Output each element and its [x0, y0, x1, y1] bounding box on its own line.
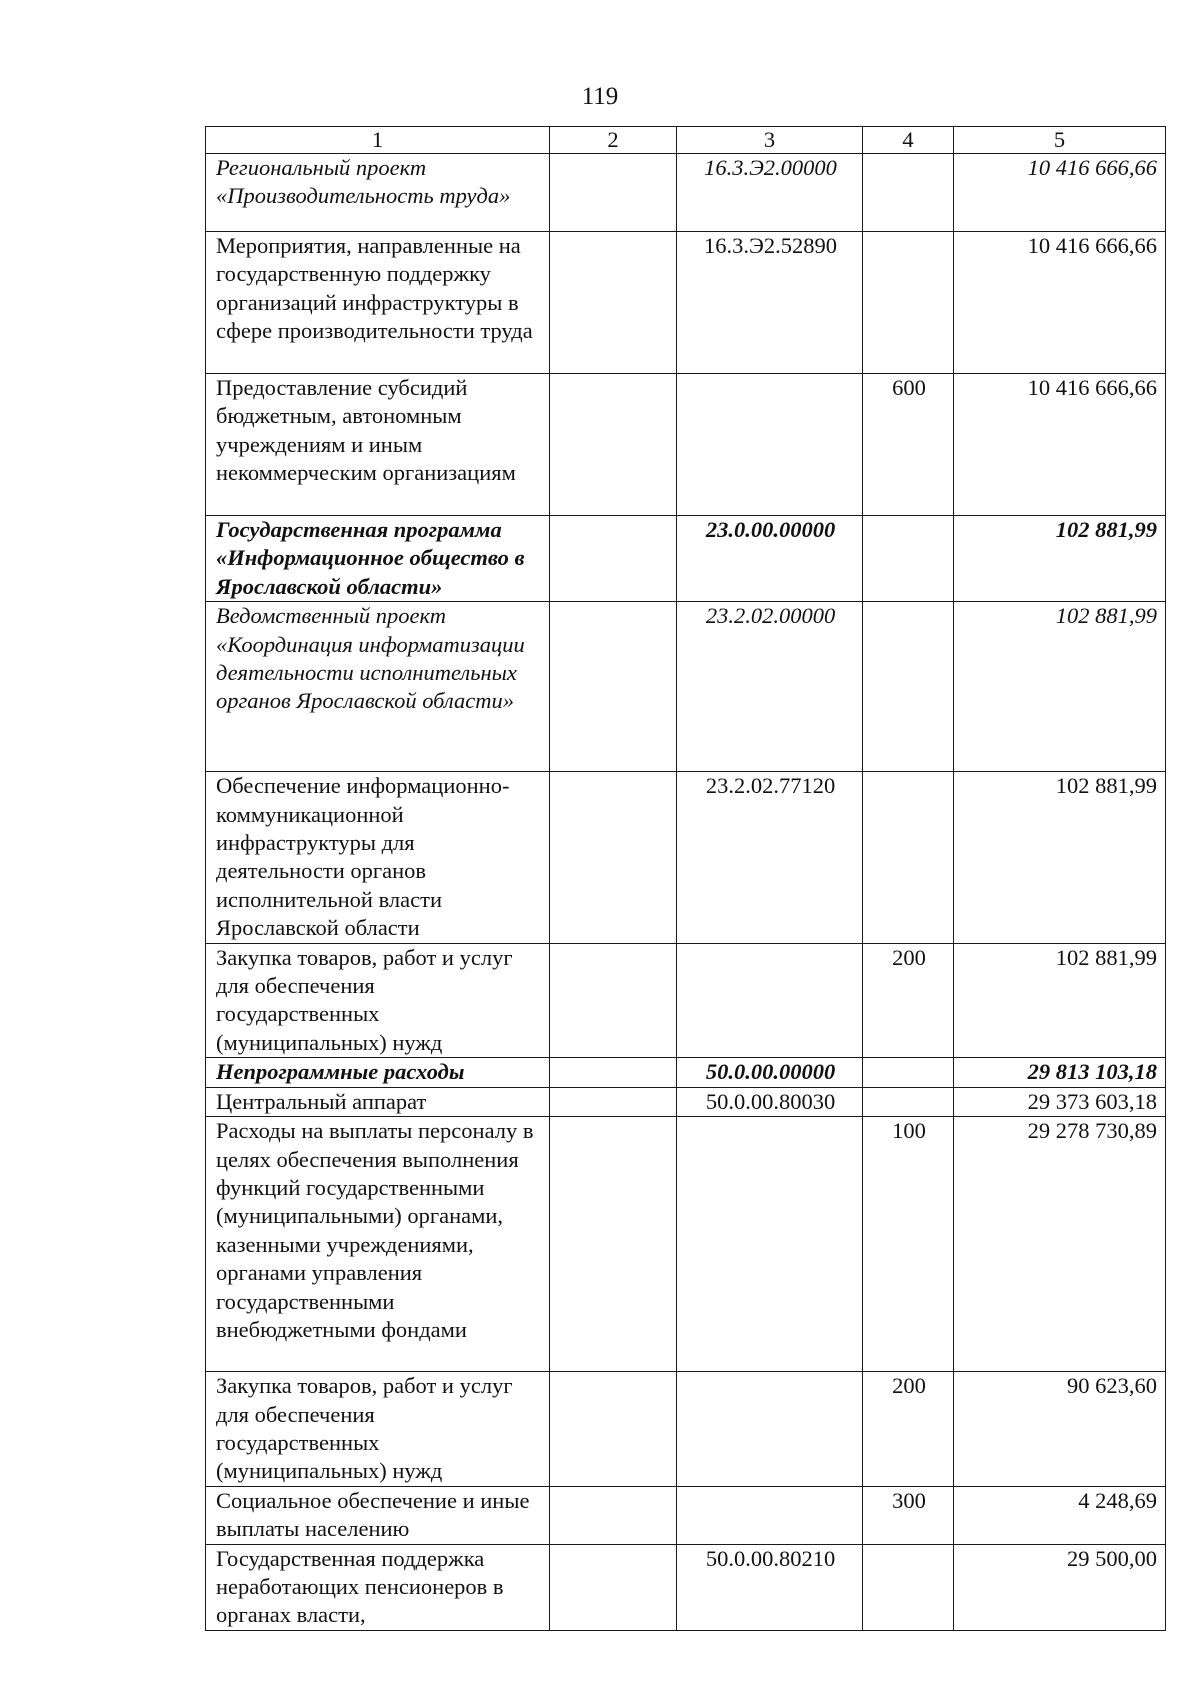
header-cell-4: 4 — [863, 127, 954, 154]
row-type: 200 — [863, 943, 954, 1058]
row-code: 23.2.02.77120 — [677, 772, 863, 943]
row-amount: 102 881,99 — [954, 772, 1166, 943]
row-name: Закупка товаров, работ и услуг для обеспечения государственных (муниципальных) нужд — [206, 943, 550, 1058]
row-col2 — [550, 1058, 677, 1087]
table-row — [206, 154, 1166, 232]
row-col2 — [550, 516, 677, 602]
row-col2 — [550, 1117, 677, 1372]
row-amount: 102 881,99 — [954, 602, 1166, 772]
table-row — [206, 1117, 1166, 1372]
row-name: Государственная программа «Информационное общество в Ярославской области» — [206, 516, 550, 602]
row-name: Центральный аппарат — [206, 1087, 550, 1116]
header-row — [206, 127, 1166, 154]
table-row — [206, 772, 1166, 943]
row-amount: 10 416 666,66 — [954, 154, 1166, 232]
row-type — [863, 516, 954, 602]
row-code: 50.0.00.80030 — [677, 1087, 863, 1116]
table-row — [206, 1058, 1166, 1087]
header-cell-5: 5 — [954, 127, 1166, 154]
row-name: Ведомственный проект «Координация информатизации деятельности исполнительных органов Ярославской области» — [206, 602, 550, 772]
row-type: 600 — [863, 374, 954, 516]
row-code — [677, 1372, 863, 1487]
row-name: Региональный проект «Производительность труда» — [206, 154, 550, 232]
table-row — [206, 602, 1166, 772]
table-row — [206, 1372, 1166, 1487]
row-name: Расходы на выплаты персоналу в целях обеспечения выполнения функций государственными (муниципальными) органами, казенными учреждениями, органами управления государственными внебюджетными фондами — [206, 1117, 550, 1372]
row-amount: 29 278 730,89 — [954, 1117, 1166, 1372]
table-row — [206, 516, 1166, 602]
table-row — [206, 1544, 1166, 1630]
table-row — [206, 374, 1166, 516]
row-col2 — [550, 154, 677, 232]
row-type — [863, 772, 954, 943]
row-type: 100 — [863, 1117, 954, 1372]
row-code: 23.2.02.00000 — [677, 602, 863, 772]
row-col2 — [550, 772, 677, 943]
page-number: 119 — [581, 83, 619, 110]
header-cell-1: 1 — [206, 127, 550, 154]
header-cell-3: 3 — [677, 127, 863, 154]
row-type — [863, 154, 954, 232]
header-cell-2: 2 — [550, 127, 677, 154]
row-col2 — [550, 943, 677, 1058]
row-col2 — [550, 1372, 677, 1487]
row-amount: 10 416 666,66 — [954, 232, 1166, 374]
row-code — [677, 374, 863, 516]
table-row — [206, 1486, 1166, 1544]
table-body — [206, 154, 1166, 1631]
row-code — [677, 1117, 863, 1372]
row-name: Мероприятия, направленные на государственную поддержку организаций инфраструктуры в сфере производительности труда — [206, 232, 550, 374]
table-row — [206, 943, 1166, 1058]
row-col2 — [550, 1544, 677, 1630]
row-code: 16.3.Э2.00000 — [677, 154, 863, 232]
row-name: Социальное обеспечение и иные выплаты населению — [206, 1486, 550, 1544]
row-amount: 29 500,00 — [954, 1544, 1166, 1630]
row-code: 50.0.00.80210 — [677, 1544, 863, 1630]
row-type — [863, 602, 954, 772]
row-name: Предоставление субсидий бюджетным, автономным учреждениям и иным некоммерческим организациям — [206, 374, 550, 516]
row-amount: 29 813 103,18 — [954, 1058, 1166, 1087]
row-amount: 4 248,69 — [954, 1486, 1166, 1544]
row-code — [677, 943, 863, 1058]
row-name: Государственная поддержка неработающих пенсионеров в органах власти, — [206, 1544, 550, 1630]
row-amount: 10 416 666,66 — [954, 374, 1166, 516]
row-name: Закупка товаров, работ и услуг для обеспечения государственных (муниципальных) нужд — [206, 1372, 550, 1487]
table-row — [206, 1087, 1166, 1116]
row-code: 16.3.Э2.52890 — [677, 232, 863, 374]
row-col2 — [550, 602, 677, 772]
row-col2 — [550, 1486, 677, 1544]
row-type — [863, 1544, 954, 1630]
row-type: 300 — [863, 1486, 954, 1544]
row-type — [863, 1058, 954, 1087]
row-type: 200 — [863, 1372, 954, 1487]
row-amount: 29 373 603,18 — [954, 1087, 1166, 1116]
row-name: Обеспечение информационно-коммуникационной инфраструктуры для деятельности органов исполнительной власти Ярославской области — [206, 772, 550, 943]
row-name: Непрограммные расходы — [206, 1058, 550, 1087]
row-amount: 90 623,60 — [954, 1372, 1166, 1487]
row-type — [863, 1087, 954, 1116]
row-type — [863, 232, 954, 374]
table-row — [206, 232, 1166, 374]
row-amount: 102 881,99 — [954, 516, 1166, 602]
row-code: 23.0.00.00000 — [677, 516, 863, 602]
row-col2 — [550, 232, 677, 374]
row-code: 50.0.00.00000 — [677, 1058, 863, 1087]
row-col2 — [550, 1087, 677, 1116]
row-col2 — [550, 374, 677, 516]
row-amount: 102 881,99 — [954, 943, 1166, 1058]
budget-table — [205, 126, 1166, 1631]
row-code — [677, 1486, 863, 1544]
